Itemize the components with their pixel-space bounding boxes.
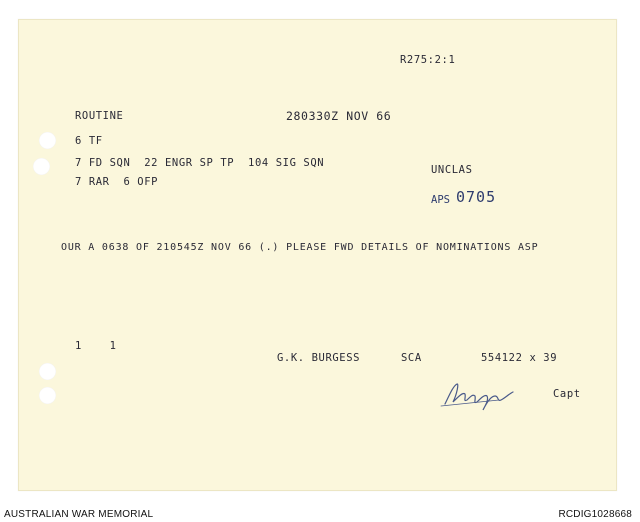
precedence: ROUTINE: [75, 110, 124, 122]
record-id: RCDIG1028668: [558, 509, 632, 520]
punch-hole: [39, 387, 56, 404]
rank: Capt: [553, 388, 581, 400]
originator-unit: 6 TF: [75, 135, 103, 147]
page-count: 1 1: [75, 340, 117, 352]
date-time-group: 280330Z NOV 66: [286, 109, 392, 123]
archive-credit: AUSTRALIAN WAR MEMORIAL: [4, 509, 154, 520]
phone-extension: 554122 x 39: [481, 352, 558, 364]
signature: [439, 376, 519, 412]
punch-hole: [33, 158, 50, 175]
appointment: SCA: [401, 352, 422, 364]
addressees-line-2: 7 RAR 6 OFP: [75, 176, 159, 188]
classification: UNCLAS: [431, 164, 473, 176]
originator-name: G.K. BURGESS: [277, 352, 361, 364]
telegram-page: [18, 19, 617, 491]
addressees-line-1: 7 FD SQN 22 ENGR SP TP 104 SIG SQN: [75, 157, 325, 169]
punch-hole: [39, 363, 56, 380]
aps-number: 0705: [456, 188, 497, 206]
aps-label: APS: [431, 194, 450, 206]
message-body: OUR A 0638 OF 210545Z NOV 66 (.) PLEASE FWD DETAILS OF NOMINATIONS ASP: [61, 242, 539, 253]
reference-number: R275:2:1: [400, 54, 456, 66]
punch-hole: [39, 132, 56, 149]
